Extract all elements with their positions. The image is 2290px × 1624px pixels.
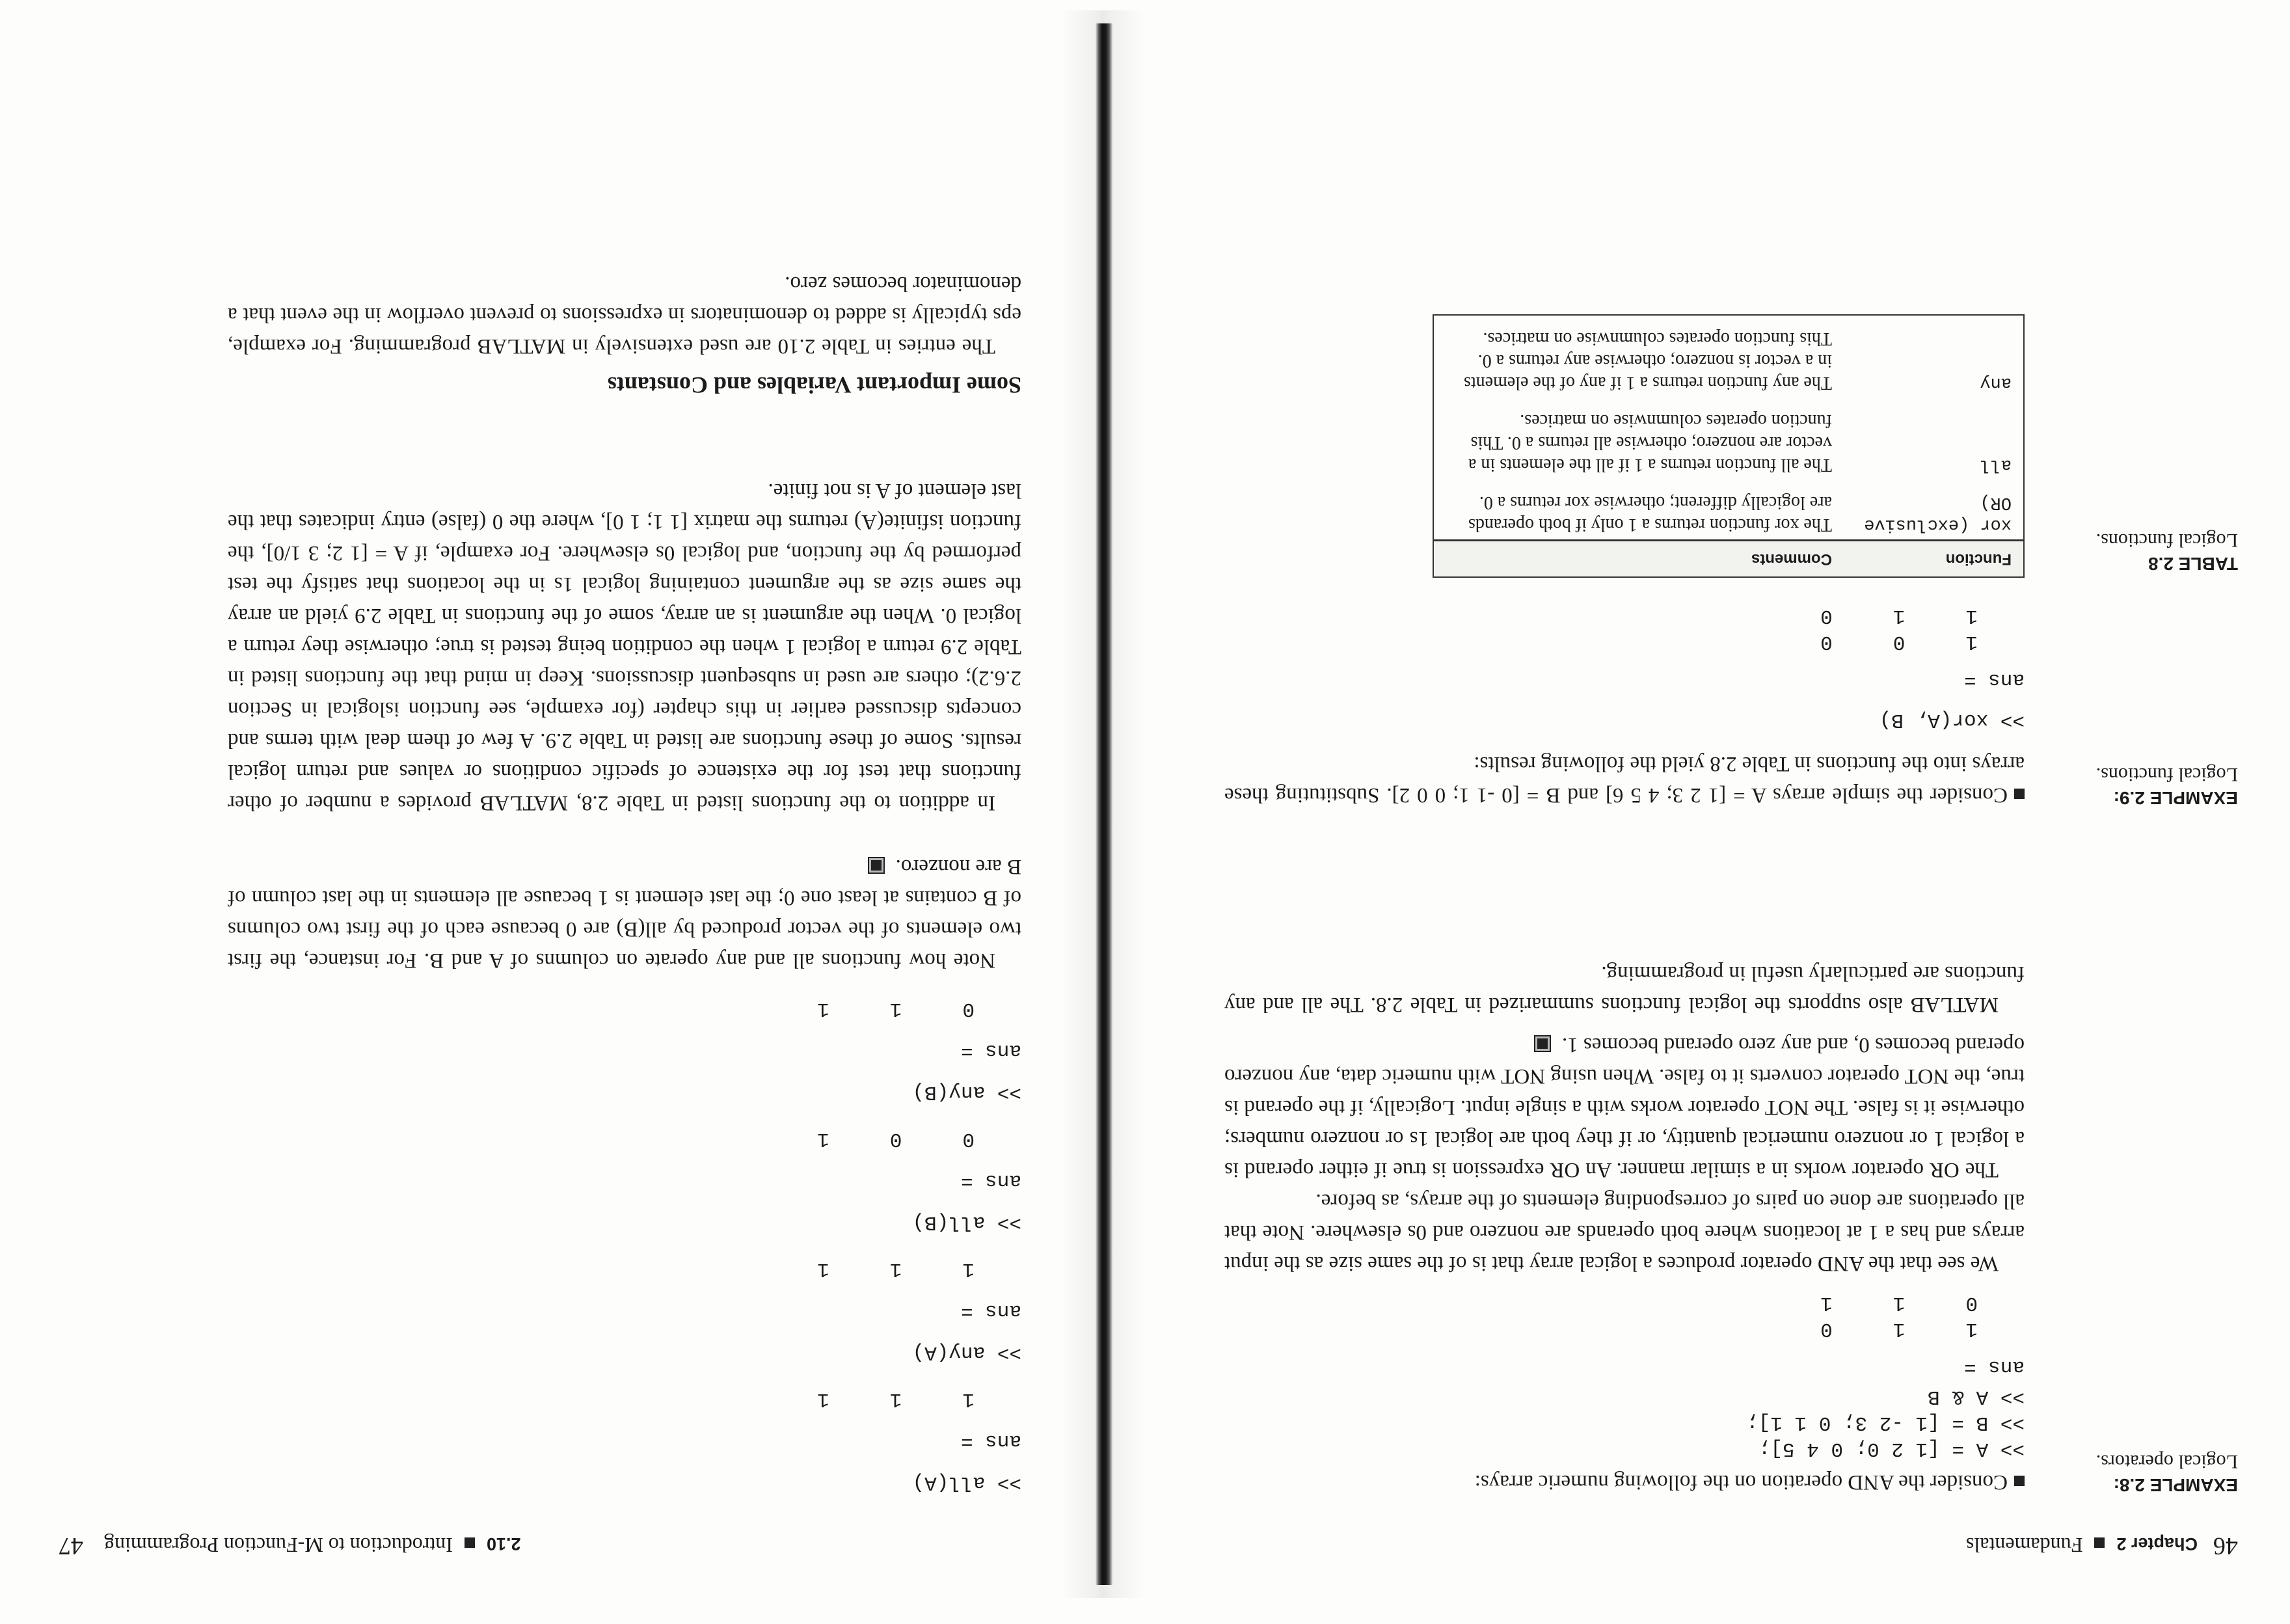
table-row (1433, 398, 2024, 480)
table-2-8-heading: TABLE 2.8 (2148, 554, 2238, 574)
end-of-example-icon (1534, 1035, 1551, 1052)
code-any-b-result: 0 1 1 (817, 997, 975, 1020)
code-any-b-ans: ans = (960, 1039, 1021, 1062)
code-all-b-ans: ans = (960, 1169, 1021, 1192)
table-cell-comment: The all function returns a 1 if all the elements in a vector are nonzero; otherwise all returns a 0. This function operates columnwise on matrices. (1468, 411, 1832, 475)
example-2-8-code: >> A = [1 2 0; 0 4 5]; >> B = [1 -2 3; 0 1 1]; >> A & B (1746, 1385, 2025, 1460)
end-of-example-icon (868, 857, 885, 874)
section-number: 2.10 (486, 1534, 521, 1554)
example-2-8-paragraph-1: We see that the AND operator produces a logical array that is of the same size as the input arrays and has a 1 at locations where both operands are nonzero and 0s elsewhere. Note that all operations are done on pairs of corresponding elements of the arrays, as before. (1224, 1189, 2025, 1275)
chapter-label: Chapter 2 (2116, 1534, 2198, 1554)
table-2-8 (1433, 314, 2025, 578)
code-all-b-cmd: >> all(B) (912, 1211, 1021, 1234)
right-page-number: 47 (59, 1532, 83, 1560)
example-2-9-ans: ans = (1963, 668, 2025, 691)
left-page-number: 46 (2213, 1532, 2238, 1560)
right-body-text (228, 475, 1021, 976)
table-row (1433, 480, 2024, 541)
table-header-function: Function (1844, 541, 2024, 578)
code-any-b-cmd: >> any(B) (912, 1081, 1021, 1103)
right-running-head (59, 1528, 521, 1562)
example-2-9-intro-para (1224, 748, 2025, 811)
other-functions-paragraph: In addition to the functions listed in Table 2.8, MATLAB provides a number of other functions that test for the existence of specific conditions or values and return logical results. Some of these functions are listed in Table 2.9. A few of them deal with terms and concepts discussed earlier in this chapter (for example, see function islogical in Section 2.6.2); others are used in subsequent discussions. Keep in mind that the functions listed in Table 2.9 return a logical 1 when the condition being tested is true; otherwise they return a logical 0. When the argument is an array, some of the functions in Table 2.9 yield an array the same size as the argument containing logical 1s in the locations that satisfy the test performed by the function, and logical 0s elsewhere. For example, if A = [1 2; 3 1/0], the function isfinite(A) returns the matrix [1 1; 1 0], where the 0 (false) entry indicates that the last element of A is not finite. (228, 479, 1021, 815)
example-2-8-heading: EXAMPLE 2.8: (2113, 1475, 2238, 1495)
table-cell-function: any (1980, 373, 2012, 392)
section-title: Introduction to M-Function Programming (104, 1534, 453, 1557)
table-header-row (1433, 541, 2024, 578)
code-any-a-cmd: >> any(A) (912, 1341, 1021, 1364)
example-2-8-intro-para (1224, 1467, 2025, 1498)
example-2-9-result: 1 0 0 1 1 0 (1820, 604, 1978, 653)
table-cell-function: all (1980, 455, 2012, 474)
example-2-8-paragraph-2-text: The OR operator works in a similar manner. An OR expression is true if either operand is a logical 1 or nonzero numerical quantity, or if they both are logical 1s or nonzero numbers; otherwise it is false. The NOT operator works with a single input. Logically, if the operand is true, the NOT operator converts it to false. When using NOT with numeric data, any nonzero operand becomes 0, and any zero operand becomes 1. (1224, 1033, 2025, 1182)
book-gutter (1096, 23, 1112, 1585)
columnwise-note-text: Note how functions all and any operate on columns of A and B. For instance, the first two elements of the vector produced by all(B) are 0 because each of the first two columns of B contains at least one 0; the last element is 1 because all elements in the last column of B are nonzero. (228, 855, 1021, 972)
example-2-9-subheading: Logical functions. (2095, 764, 2238, 785)
example-2-9-label (2062, 763, 2238, 809)
code-all-a-ans: ans = (960, 1429, 1021, 1452)
example-2-8-intro: Consider the AND operation on the following numeric arrays: (1474, 1470, 2008, 1494)
columnwise-note-paragraph (228, 851, 1021, 976)
code-all-b-result: 0 0 1 (817, 1128, 975, 1150)
constants-paragraph: The entries in Table 2.10 are used extensively in MATLAB programming. For example, eps typically is added to denominators in expressions to prevent overflow in the event that a denominator becomes zero. (228, 272, 1021, 358)
logical-functions-paragraph: MATLAB also supports the logical functions summarized in Table 2.8. The all and any functions are particularly useful in programming. (1224, 962, 2025, 1016)
left-running-head (1966, 1528, 2238, 1562)
code-any-a-result: 1 1 1 (817, 1258, 975, 1280)
table-cell-comment: The any function returns a 1 if any of the elements in a vector is nonzero; otherwise any returns a 0. This function operates columnwise on matrices. (1463, 329, 1832, 393)
example-2-8-paragraph-2 (1224, 1029, 2025, 1185)
separator-square-icon (465, 1537, 475, 1548)
table-header-comments: Comments (1433, 541, 1844, 578)
example-2-9-code: >> xor(A, B) (1879, 709, 2025, 731)
code-all-a-result: 1 1 1 (817, 1388, 975, 1411)
example-2-8-ans: ans = (1963, 1355, 2025, 1378)
section-heading: Some Important Variables and Constants (607, 372, 1021, 398)
table-2-8-label (2062, 528, 2238, 575)
example-2-8-subheading: Logical operators. (2095, 1451, 2238, 1472)
right-page (0, 0, 1047, 1624)
example-marker-icon (2014, 1476, 2025, 1486)
chapter-title: Fundamentals (1965, 1534, 2083, 1557)
left-page (1217, 0, 2290, 1624)
example-2-9-intro: Consider the simple arrays A = [1 2 3; 4 5 6] and B = [0 -1 1; 0 0 2]. Substituting these arrays into the functions in Table 2.8 yield the following results: (1224, 752, 2025, 807)
code-all-a-cmd: >> all(A) (912, 1471, 1021, 1494)
table-cell-function: xor (exclusive OR) (1864, 493, 2012, 534)
table-cell-comment: The xor function returns a 1 only if both operands are logically different; otherwise xor returns a 0. (1468, 493, 1832, 535)
example-2-8-body (1224, 958, 2025, 1279)
table-2-8-subheading: Logical functions. (2095, 530, 2238, 551)
example-2-8-label (2062, 1450, 2238, 1496)
code-any-a-ans: ans = (960, 1299, 1021, 1322)
constants-text (228, 268, 1021, 362)
example-marker-icon (2014, 789, 2025, 799)
example-2-8-result: 1 1 0 0 1 1 (1820, 1292, 1978, 1340)
example-2-9-heading: EXAMPLE 2.9: (2113, 788, 2238, 808)
separator-square-icon (2094, 1537, 2105, 1548)
table-row (1433, 315, 2024, 398)
